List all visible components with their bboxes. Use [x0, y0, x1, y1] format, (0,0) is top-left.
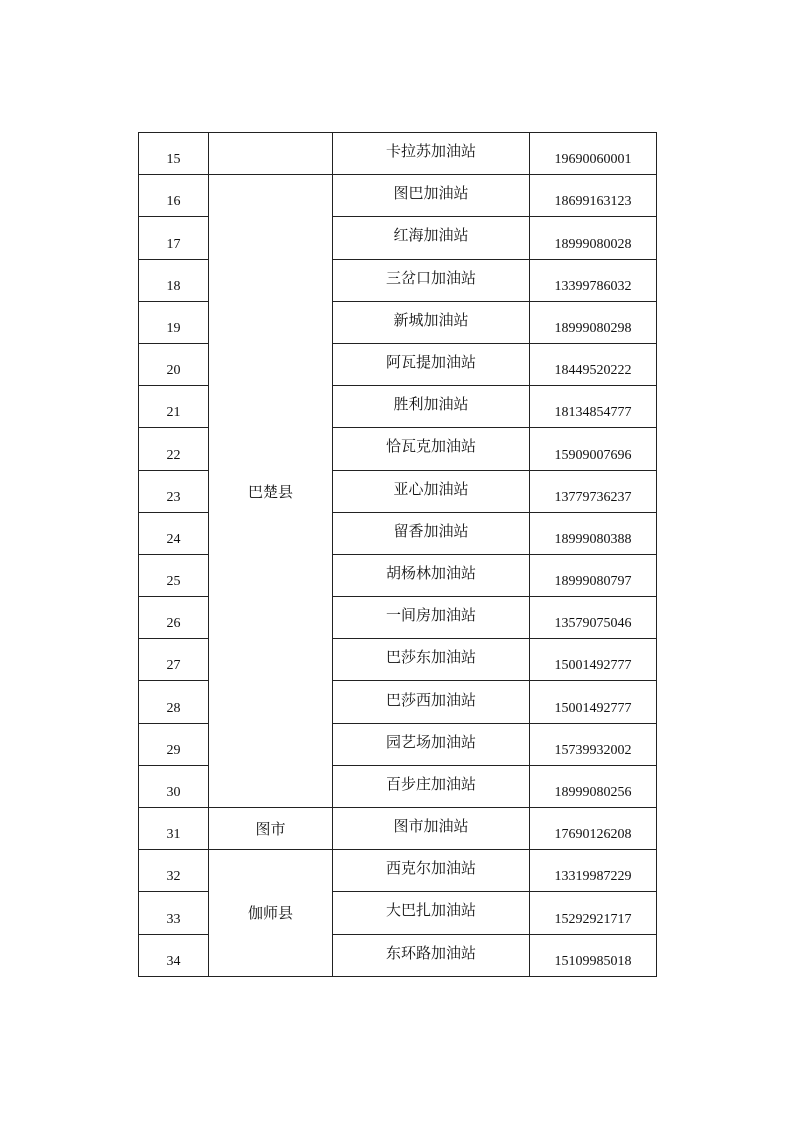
station-name: 园艺场加油站: [333, 723, 530, 765]
row-number: 29: [139, 723, 209, 765]
phone-number: 15001492777: [530, 639, 657, 681]
station-name: 图巴加油站: [333, 175, 530, 217]
station-name: 图市加油站: [333, 808, 530, 850]
county-cell: [209, 133, 333, 175]
county-cell: 巴楚县: [209, 175, 333, 808]
county-cell: 图市: [209, 808, 333, 850]
station-name: 胡杨林加油站: [333, 554, 530, 596]
phone-number: 13399786032: [530, 259, 657, 301]
phone-number: 19690060001: [530, 133, 657, 175]
row-number: 19: [139, 301, 209, 343]
phone-number: 18134854777: [530, 386, 657, 428]
phone-number: 15292921717: [530, 892, 657, 934]
gas-station-table: [138, 132, 657, 977]
phone-number: 18449520222: [530, 343, 657, 385]
station-name: 留香加油站: [333, 512, 530, 554]
phone-number: 15109985018: [530, 934, 657, 976]
station-name: 百步庄加油站: [333, 765, 530, 807]
phone-number: 18699163123: [530, 175, 657, 217]
row-number: 27: [139, 639, 209, 681]
row-number: 16: [139, 175, 209, 217]
row-number: 25: [139, 554, 209, 596]
phone-number: 18999080797: [530, 554, 657, 596]
station-name: 巴莎西加油站: [333, 681, 530, 723]
station-name: 亚心加油站: [333, 470, 530, 512]
row-number: 18: [139, 259, 209, 301]
row-number: 23: [139, 470, 209, 512]
station-name: 红海加油站: [333, 217, 530, 259]
row-number: 21: [139, 386, 209, 428]
phone-number: 18999080388: [530, 512, 657, 554]
table-row: [139, 133, 657, 175]
phone-number: 13319987229: [530, 850, 657, 892]
phone-number: 15909007696: [530, 428, 657, 470]
row-number: 20: [139, 343, 209, 385]
station-name: 巴莎东加油站: [333, 639, 530, 681]
row-number: 24: [139, 512, 209, 554]
row-number: 28: [139, 681, 209, 723]
station-name: 阿瓦提加油站: [333, 343, 530, 385]
table-row: [139, 850, 657, 892]
phone-number: 13579075046: [530, 597, 657, 639]
station-name: 胜利加油站: [333, 386, 530, 428]
station-name: 恰瓦克加油站: [333, 428, 530, 470]
row-number: 32: [139, 850, 209, 892]
station-name: 一间房加油站: [333, 597, 530, 639]
row-number: 34: [139, 934, 209, 976]
table-row: [139, 175, 657, 217]
station-name: 大巴扎加油站: [333, 892, 530, 934]
phone-number: 17690126208: [530, 808, 657, 850]
row-number: 33: [139, 892, 209, 934]
phone-number: 18999080298: [530, 301, 657, 343]
station-name: 新城加油站: [333, 301, 530, 343]
phone-number: 13779736237: [530, 470, 657, 512]
station-name: 东环路加油站: [333, 934, 530, 976]
row-number: 30: [139, 765, 209, 807]
station-name: 卡拉苏加油站: [333, 133, 530, 175]
table-row: [139, 808, 657, 850]
row-number: 17: [139, 217, 209, 259]
phone-number: 15001492777: [530, 681, 657, 723]
station-name: 西克尔加油站: [333, 850, 530, 892]
row-number: 22: [139, 428, 209, 470]
row-number: 15: [139, 133, 209, 175]
phone-number: 18999080028: [530, 217, 657, 259]
phone-number: 15739932002: [530, 723, 657, 765]
row-number: 31: [139, 808, 209, 850]
station-name: 三岔口加油站: [333, 259, 530, 301]
county-cell: 伽师县: [209, 850, 333, 977]
row-number: 26: [139, 597, 209, 639]
phone-number: 18999080256: [530, 765, 657, 807]
